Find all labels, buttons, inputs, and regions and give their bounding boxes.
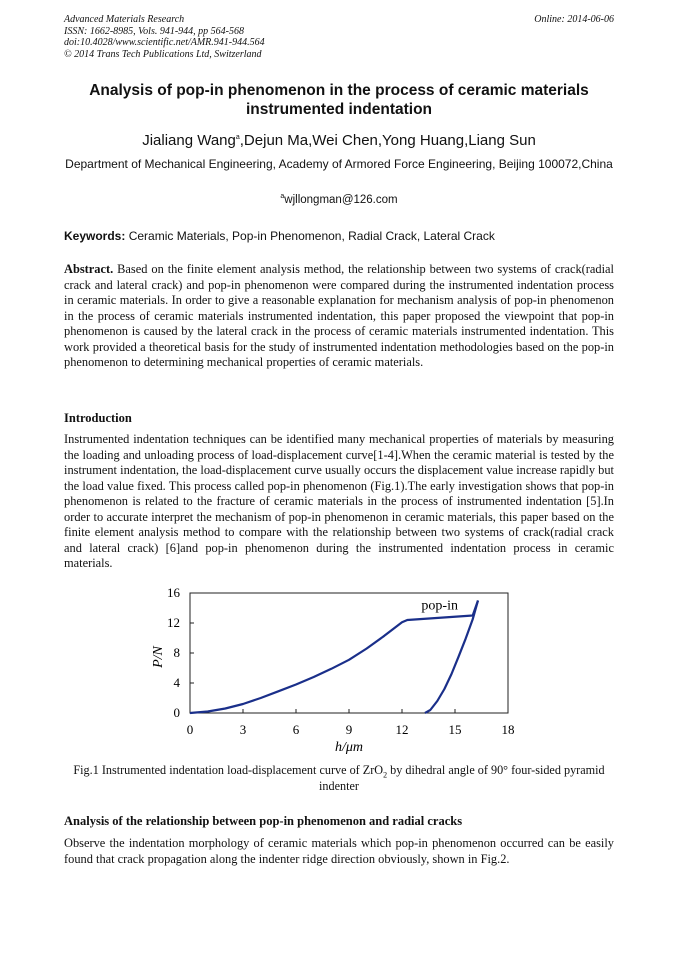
abstract-text: Based on the finite element analysis method, the relationship between two systems of crack(radial crack and lateral crack) and pop-in phenomenon were compared during the instrumented indentation process in ceramic materials. In order to give a reasonable explanation for mechanism analysis of pop-in phenomenon in the process of ceramic materials instrumented indentation, this paper proposed the viewpoint that pop-in phenomenon is caused by the lateral crack in the process of ceramic materials instrumented indentation. This work provided a theoretical basis for the study of instrumented indentation methodologies based on the pop-in phenomenon to determining mechanical properties of ceramic materials.	[64, 262, 614, 370]
copyright-line: © 2014 Trans Tech Publications Ltd, Switzerland	[64, 48, 262, 60]
author-superscript: a	[235, 134, 240, 141]
x-tick-label: 12	[395, 722, 409, 737]
x-tick-label: 9	[345, 722, 353, 737]
author-list	[64, 132, 614, 149]
caption-suffix: by dihedral angle of 90° four-sided pyramid indenter	[319, 763, 605, 793]
abstract	[64, 262, 614, 371]
journal-name: Advanced Materials Research	[64, 14, 185, 25]
keywords-label: Keywords:	[64, 229, 126, 243]
other-authors: ,Dejun Ma,Wei Chen,Yong Huang,Liang Sun	[239, 132, 536, 149]
doi-line: doi:10.4028/www.scientific.net/AMR.941-944.564	[64, 37, 265, 48]
y-tick-label: 16	[167, 585, 180, 600]
abstract-label: Abstract.	[64, 262, 114, 276]
first-author: Jialiang Wang	[142, 132, 236, 149]
x-tick-label: 6	[292, 722, 300, 737]
section2-text: Observe the indentation morphology of ceramic materials which pop-in phenomenon occurred can be easily found that crack propagation along the indenter ridge direction obviously, shown in Fig.2.	[64, 836, 614, 866]
email-address: wjllongman@126.com	[284, 194, 398, 206]
caption-subscript: 2	[383, 770, 388, 780]
series-loading	[190, 598, 478, 714]
introduction-heading: Introduction	[64, 411, 132, 425]
journal-header	[64, 14, 265, 60]
email-line	[64, 194, 614, 206]
y-axis-label: P/N	[151, 646, 166, 668]
y-tick-label: 4	[173, 675, 180, 690]
email-superscript: a	[280, 193, 285, 201]
pop-in-annotation: pop-in	[421, 598, 458, 614]
x-tick-label: 3	[239, 722, 247, 737]
issn-line: ISSN: 1662-8985, Vols. 941-944, pp 564-568	[64, 25, 244, 37]
y-tick-label: 12	[167, 615, 180, 630]
paper-title: Analysis of pop-in phenomenon in the process of ceramic materials instrumented indentation	[89, 82, 589, 118]
section2-heading: Analysis of the relationship between pop-in phenomenon and radial cracks	[64, 814, 463, 828]
introduction-text: Instrumented indentation techniques can be identified many mechanical properties of materials by measuring the loading and unloading process of load-displacement curve[1-4].When the ceramic material is tested by the instrument indentation, the load-displacement curve usually occurs the displacement value increase rapidly but the load value fixed. This process called pop-in phenomenon (Fig.1).The early investigation shows that pop-in phenomenon is related to the fracture of ceramic materials in the process of instrumented indentation [5].In order to accurate interpret the mechanism of pop-in phenomenon in ceramic materials, this paper based on the finite element analysis method to compare with the relationship between two systems of crack(radial crack and lateral crack) [6]and pop-in phenomenon during the instrumented indentation process in ceramic materials.	[64, 432, 614, 571]
y-tick-label: 8	[173, 645, 180, 660]
y-tick-label: 0	[173, 705, 180, 720]
keywords	[64, 229, 614, 243]
x-tick-label: 0	[186, 722, 194, 737]
online-date: Online: 2014-06-06	[534, 14, 614, 25]
load-displacement-chart	[0, 581, 678, 761]
x-tick-label: 15	[448, 722, 462, 737]
figure-caption	[64, 763, 614, 794]
affiliation: Department of Mechanical Engineering, Academy of Armored Force Engineering, Beijing 100072,China	[65, 157, 613, 171]
x-tick-label: 18	[501, 722, 515, 737]
x-axis-label: h/μm	[334, 740, 364, 755]
caption-prefix: Fig.1 Instrumented indentation load-displacement curve of ZrO	[73, 763, 384, 777]
keywords-text: Ceramic Materials, Pop-in Phenomenon, Radial Crack, Lateral Crack	[128, 229, 495, 243]
